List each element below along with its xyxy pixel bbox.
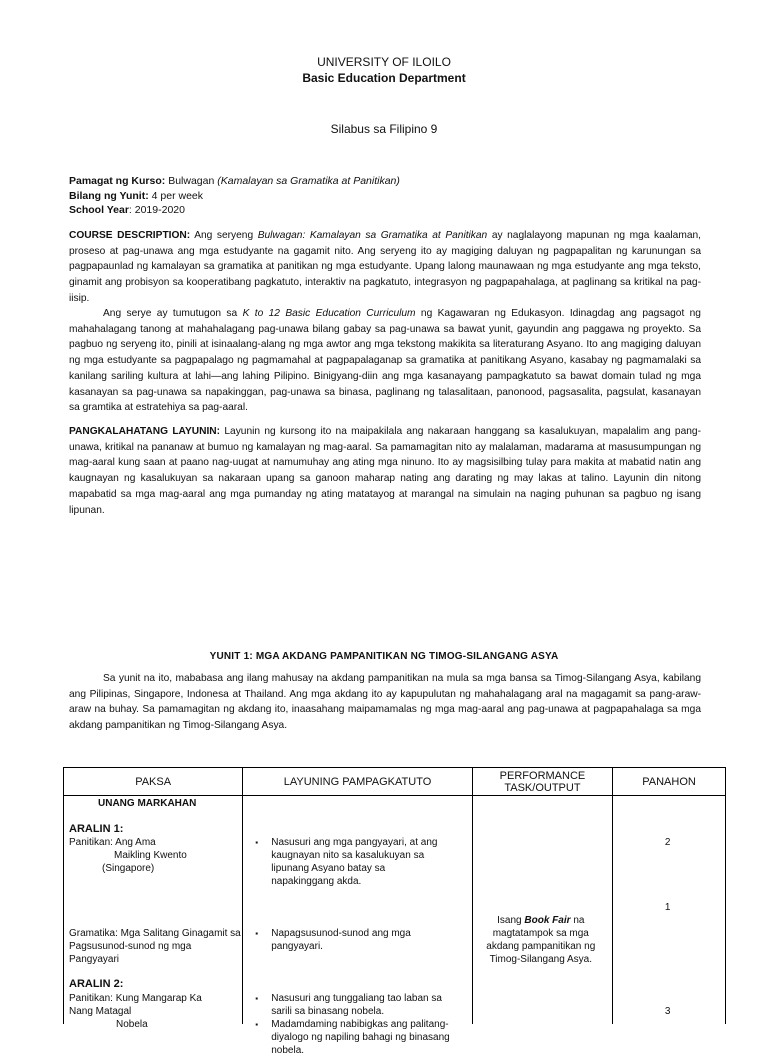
- course-title-label: Pamagat ng Kurso:: [69, 175, 166, 187]
- units-label: Bilang ng Yunit:: [69, 189, 149, 202]
- table-header-row: [64, 768, 726, 796]
- course-description-paragraph: [69, 228, 701, 307]
- lesson-1-literature: Panitikan: Ang Ama: [69, 837, 156, 848]
- unit-1-title: YUNIT 1: MGA AKDANG PAMPANITIKAN NG TIMOG-SILANGANG ASYA: [209, 651, 559, 662]
- lesson-1-label: ARALIN 1:: [69, 823, 124, 835]
- curriculum-paragraph: [69, 306, 701, 416]
- curriculum-text-a: Ang serye ay tumutugon sa: [103, 308, 238, 319]
- general-objective-paragraph: [69, 424, 701, 518]
- course-description-series-title: Bulwagan: Kamalayan sa Gramatika at Panitikan: [257, 230, 488, 241]
- lesson-2-literature: Panitikan: Kung Mangarap Ka: [69, 993, 202, 1004]
- units-row: [69, 189, 400, 204]
- lesson-1-country: (Singapore): [102, 863, 155, 874]
- lesson-1-grammar-time: 1: [664, 902, 671, 913]
- task-book-fair: Book Fair: [524, 915, 571, 926]
- lesson-2-label: ARALIN 2:: [69, 978, 124, 990]
- course-title-row: [69, 174, 400, 189]
- school-year-row: [69, 203, 400, 218]
- lesson-1-grammar: Gramatika: Mga Salitang Ginagamit sa Pagsusunod-sunod ng mga Pangyayari: [69, 928, 241, 965]
- general-objective-text: Layunin ng kursong ito na maipakilala ang nakaraan hanggang sa kasalukuyan, mapalalim ang pang-unawa, kritikal na pananaw at bumuo ng kamalayan ng mag-aaral. Sa pamamagitan nito ay malalaman, madarama at masusumpungan ng mag-aaral kung saan at paano nag-uugat at namumuhay ang ating mga ninuno. Ito ay magsisilbing tulay para makita at mabatid natin ang kaugnayan ng kasalukuyan sa nakaraan upang sa ganoon maharap nating ang darating ng may lakas at talino. Layunin din nitong mapabatid sa mga mag-aaral ang mga pumanday ng ating matatayog at marangal na simulain na naging puhunan sa pagbuo ng isang lipunan.: [69, 426, 701, 516]
- header-layunin: LAYUNING PAMPAGKATUTO: [243, 768, 473, 796]
- title-block: [0, 54, 768, 86]
- paksa-cell: [64, 796, 243, 1030]
- school-year-value: : 2019-2020: [128, 204, 185, 216]
- list-item: ▪ Nasusuri ang tunggaliang tao laban sa sarili sa binasang nobela.: [247, 992, 451, 1018]
- table-row: [64, 796, 726, 1025]
- units-value: 4 per week: [151, 189, 204, 202]
- lesson-1-time: 2: [664, 837, 671, 848]
- lesson-2-literature-cont: Nang Matagal: [69, 1006, 132, 1017]
- school-year-label: School Year: [69, 204, 129, 216]
- unit-1-intro: Sa yunit na ito, mababasa ang ilang mahusay na akdang pampanitikan na mula sa mga bansa sa Timog-Silangang Asya, kabilang ang Pilipinas, Singapore, Indonesa at Thailand. Ang mga akdang ito ay kapupulutan ng mahahalagang aral na magagamit sa pang-araw-araw na buhay. Sa pamamagitan ng akdang ito, inaasahang maipamamalas ng mga mag-aaral ang pag-unawa at pagpapahalaga sa mga akdang pampanitikan ng Timog-Silangang Asya.: [69, 673, 701, 732]
- list-item: ▪ Madamdaming nabibigkas ang palitang-diyalogo ng napiling bahagi ng binasang nobela.: [247, 1018, 451, 1057]
- course-description-label: COURSE DESCRIPTION:: [69, 230, 191, 241]
- header-performance-task: PERFORMANCE TASK/OUTPUT: [472, 768, 612, 796]
- curriculum-text-b: ng Kagawaran ng Edukasyon. Idinagdag ang pagsagot ng mahahalagang tanong at mahahalagang pag-unawa bilang gabay sa pag-unawa sa bawat yunit, gayundin ang paggawa ng proyekto. Sa pagbuo ng seryeng ito, pinili at isinaalang-alang ng mga awtor ang mga tekstong makikita sa literaturang Asyano. Ito ang magiging daluyan ng mga estudyante sa pagpapalago ng pagmamahal at pagpapalaganap sa gramatika at panitikang Asyano, kasabay ng pagmamalaki sa kanilang sariling kultura at lahi—ang lahing Pilipino. Binigyang-diin ang mga kasanayang pampagkatuto sa bawat domain tulad ng mga kasanayan sa pag-unawa sa napakinggan, pag-unawa sa binasa, paglinang ng talasalitaan, panonood, pagsasalita, pagsulat, kasanayan sa gramtika at estratehiya sa pag-aaral.: [69, 308, 701, 414]
- list-item: ▪ Napagsusunod-sunod ang mga pangyayari.: [247, 927, 447, 953]
- panahon-cell: [613, 796, 726, 1025]
- lesson-1-objectives: [247, 836, 447, 888]
- lesson-1-grammar-objectives: [247, 927, 447, 953]
- task-text-b: na magtatampok sa mga akdang pampanitikan ng Timog-Silangang Asya.: [486, 915, 596, 965]
- course-meta: [69, 174, 400, 218]
- performance-task-cell: [472, 796, 612, 1025]
- header-paksa: PAKSA: [64, 768, 243, 796]
- lesson-1-genre: Maikling Kwento: [114, 850, 187, 861]
- header-panahon: PANAHON: [613, 768, 726, 796]
- list-item: ▪ Nasusuri ang mga pangyayari, at ang kaugnayan nito sa kasalukuyan sa lipunang Asyano batay sa napakinggang akda.: [247, 836, 447, 888]
- curriculum-title: K to 12 Basic Education Curriculum: [242, 308, 416, 319]
- quarter-label: UNANG MARKAHAN: [98, 798, 197, 809]
- university-name: UNIVERSITY OF ILOILO: [317, 55, 451, 69]
- lesson-2-genre: Nobela: [116, 1019, 148, 1030]
- course-title-subtitle: (Kamalayan sa Gramatika at Panitikan): [217, 175, 400, 187]
- lesson-2-objectives: [247, 992, 451, 1057]
- course-description-text-a: Ang seryeng: [194, 230, 254, 241]
- department-name: Basic Education Department: [302, 71, 466, 85]
- course-title-value: Bulwagan: [168, 175, 215, 187]
- task-text-a: Isang: [497, 915, 522, 926]
- layunin-cell: [243, 796, 473, 1056]
- course-description-text-b: ay naglalayong mapunan ng mga kaalaman, proseso at pag-unawa ang mga estudyante na gagamit nito. Ang seryeng ito ay magiging daluyan ng pagpapalitan ng karunungan sa pagpapaunlad ng kamalayan sa gramatika at panitikan ng mga estudyante. Upang lalong maunawaan ng mga estudyante ang mga teksto, ginamit ang probisyon sa kooperatibang pagkatuto, interaktiv na pagkatuto, integrasyon ng pagpapahalaga, at paglinang sa kritikal na pag-iisip.: [69, 230, 701, 304]
- lesson-2-time: 3: [664, 1006, 671, 1017]
- general-objective-label: PANGKALAHATANG LAYUNIN:: [69, 426, 221, 437]
- performance-task-text: [477, 914, 605, 966]
- syllabus-title: Silabus sa Filipino 9: [330, 122, 438, 136]
- syllabus-table: [63, 767, 726, 1056]
